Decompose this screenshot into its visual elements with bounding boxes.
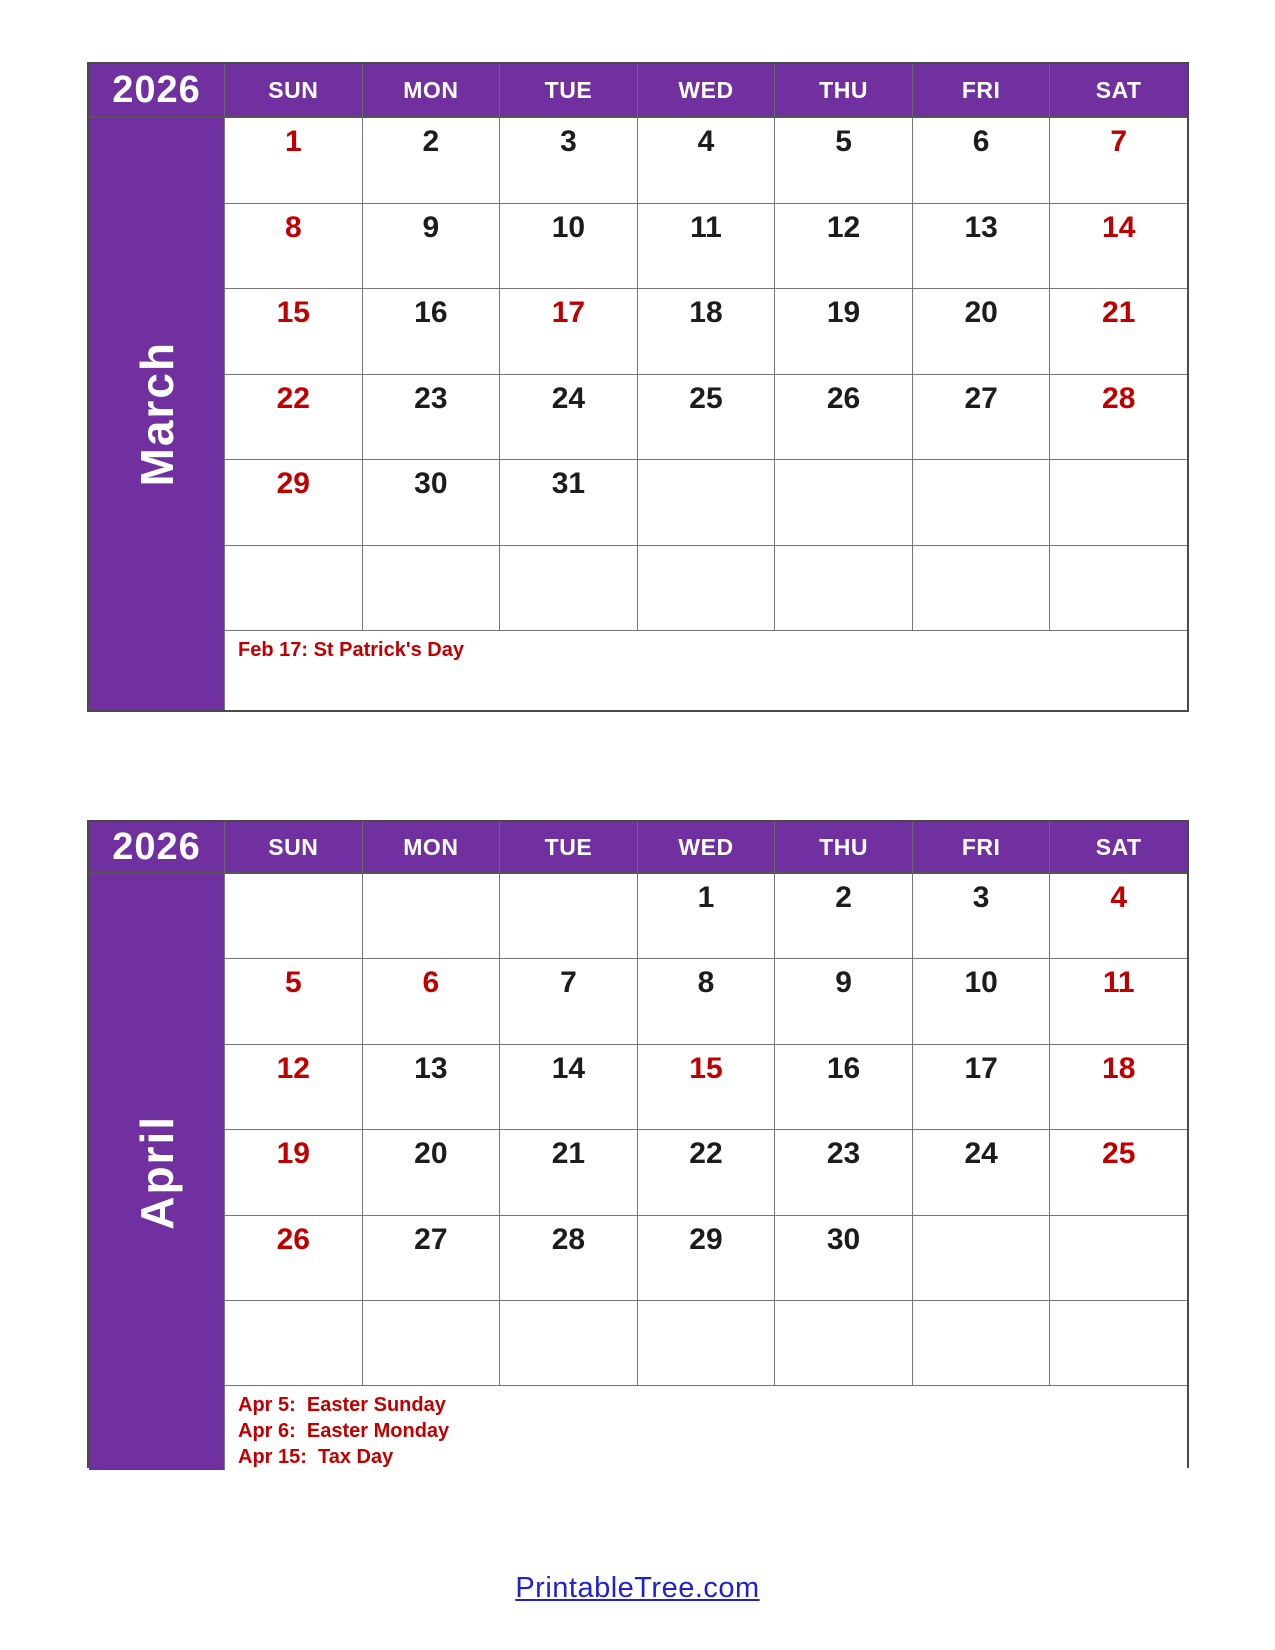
date-cell (224, 959, 362, 1044)
weekday-header-mon: MON (362, 64, 500, 118)
date-number: 11 (690, 210, 722, 244)
date-cell (912, 1216, 1050, 1301)
date-cell (362, 375, 500, 461)
date-number: 1 (284, 125, 302, 158)
date-number: 21 (551, 1137, 586, 1171)
date-number: 29 (689, 1222, 723, 1256)
date-number: 29 (276, 467, 310, 500)
date-cell (637, 460, 775, 546)
date-cell (224, 460, 362, 546)
weekday-header-thu: THU (774, 64, 912, 118)
date-number: 2 (422, 125, 440, 158)
date-cell (362, 118, 500, 204)
date-number: 24 (964, 1137, 998, 1171)
weekday-header-wed: WED (637, 822, 775, 874)
date-number: 9 (422, 210, 440, 244)
date-number: 15 (276, 296, 310, 329)
date-cell (912, 375, 1050, 461)
date-cell (224, 1045, 362, 1130)
date-cell (224, 289, 362, 375)
date-number: 26 (826, 381, 861, 415)
date-cell (1049, 1301, 1187, 1386)
date-number: 30 (414, 467, 448, 500)
date-cell (224, 1130, 362, 1215)
date-number: 10 (964, 966, 998, 1000)
date-cell (499, 289, 637, 375)
weekday-header-tue: TUE (499, 64, 637, 118)
date-cell (499, 118, 637, 204)
holiday-note: Feb 17: St Patrick's Day (238, 639, 464, 661)
date-cell (499, 1301, 637, 1386)
date-number: 18 (1102, 1051, 1136, 1085)
date-cell (224, 1301, 362, 1386)
date-cell (637, 204, 775, 290)
date-number: 14 (1102, 210, 1136, 244)
date-number: 27 (414, 1222, 448, 1256)
weekday-header-sun: SUN (224, 64, 362, 118)
date-cell (637, 1216, 775, 1301)
weekday-header-sat: SAT (1049, 822, 1187, 874)
date-cell (499, 375, 637, 461)
date-cell (362, 460, 500, 546)
date-cell (224, 118, 362, 204)
date-number: 4 (697, 125, 715, 158)
date-cell (499, 1216, 637, 1301)
date-cell (1049, 546, 1187, 632)
date-number: 14 (551, 1051, 586, 1085)
date-number: 4 (1110, 881, 1128, 914)
date-cell (637, 1130, 775, 1215)
date-number: 17 (551, 296, 586, 329)
holiday-note: Apr 5: Easter Sunday (238, 1394, 446, 1417)
date-cell (774, 1301, 912, 1386)
date-number: 20 (414, 1137, 448, 1171)
date-number: 25 (689, 381, 723, 415)
date-cell (362, 204, 500, 290)
weekday-header-row (224, 822, 1187, 874)
date-number: 19 (276, 1137, 310, 1171)
date-cell (912, 546, 1050, 632)
date-cell (224, 1216, 362, 1301)
weekday-header-mon: MON (362, 822, 500, 874)
date-cell (1049, 874, 1187, 959)
date-cell (1049, 460, 1187, 546)
date-number: 1 (697, 881, 715, 914)
weekday-header-tue: TUE (499, 822, 637, 874)
date-cell (224, 874, 362, 959)
date-number: 8 (284, 210, 302, 244)
weekday-header-sun: SUN (224, 822, 362, 874)
date-number: 6 (972, 125, 990, 158)
date-number: 15 (689, 1051, 723, 1085)
date-cell (362, 874, 500, 959)
date-cell (637, 118, 775, 204)
date-number: 26 (276, 1222, 310, 1256)
date-cell (1049, 375, 1187, 461)
date-number: 22 (276, 381, 310, 415)
date-number: 31 (551, 467, 586, 500)
date-cell (1049, 204, 1187, 290)
date-number: 8 (697, 966, 715, 1000)
date-cell (637, 289, 775, 375)
date-cell (637, 1045, 775, 1130)
date-cell (1049, 959, 1187, 1044)
date-cell (224, 204, 362, 290)
date-cell (362, 959, 500, 1044)
date-cell (912, 1130, 1050, 1215)
date-cell (499, 546, 637, 632)
date-grid (224, 118, 1187, 631)
date-number: 18 (689, 296, 723, 329)
date-cell (499, 874, 637, 959)
date-cell (912, 289, 1050, 375)
date-cell (774, 874, 912, 959)
weekday-header-row (224, 64, 1187, 118)
date-cell (362, 1045, 500, 1130)
date-cell (774, 1045, 912, 1130)
date-number: 13 (964, 210, 998, 244)
date-cell (912, 204, 1050, 290)
date-cell (912, 460, 1050, 546)
calendar-march-2026 (87, 62, 1189, 712)
date-number: 5 (835, 125, 852, 158)
month-band (89, 118, 224, 710)
month-label: April (130, 1114, 183, 1230)
date-cell (362, 1216, 500, 1301)
date-number: 3 (972, 881, 990, 914)
date-number: 5 (284, 966, 302, 1000)
date-cell (912, 118, 1050, 204)
footer (0, 1572, 1275, 1605)
date-cell (912, 1045, 1050, 1130)
holiday-note: Apr 15: Tax Day (238, 1446, 394, 1469)
date-cell (499, 460, 637, 546)
date-cell (637, 375, 775, 461)
month-band (89, 874, 224, 1470)
date-cell (362, 289, 500, 375)
date-number: 25 (1102, 1137, 1136, 1171)
date-number: 9 (835, 966, 852, 1000)
date-number: 30 (826, 1222, 861, 1256)
date-cell (1049, 1045, 1187, 1130)
date-cell (637, 546, 775, 632)
date-cell (637, 959, 775, 1044)
date-cell (774, 289, 912, 375)
date-cell (774, 1130, 912, 1215)
holiday-notes (224, 1386, 1187, 1470)
date-cell (1049, 1130, 1187, 1215)
date-cell (1049, 289, 1187, 375)
holiday-note: Apr 6: Easter Monday (238, 1420, 450, 1443)
date-number: 24 (551, 381, 586, 415)
date-number: 16 (414, 296, 448, 329)
weekday-header-fri: FRI (912, 64, 1050, 118)
date-cell (912, 959, 1050, 1044)
date-number: 10 (551, 210, 586, 244)
date-number: 7 (1110, 125, 1128, 158)
date-number: 28 (551, 1222, 586, 1256)
date-number: 28 (1102, 381, 1136, 415)
date-cell (774, 959, 912, 1044)
date-number: 23 (414, 381, 448, 415)
date-number: 6 (422, 966, 440, 1000)
footer-link[interactable]: PrintableTree.com (515, 1572, 760, 1604)
date-cell (774, 375, 912, 461)
date-cell (637, 1301, 775, 1386)
date-number: 20 (964, 296, 998, 329)
date-cell (774, 118, 912, 204)
date-cell (499, 204, 637, 290)
date-cell (224, 375, 362, 461)
date-cell (362, 546, 500, 632)
year-label: 2026 (89, 822, 224, 874)
weekday-header-thu: THU (774, 822, 912, 874)
date-cell (1049, 118, 1187, 204)
date-cell (774, 1216, 912, 1301)
month-label: March (130, 341, 183, 487)
date-number: 22 (689, 1137, 723, 1171)
weekday-header-wed: WED (637, 64, 775, 118)
date-cell (499, 959, 637, 1044)
weekday-header-sat: SAT (1049, 64, 1187, 118)
date-cell (499, 1045, 637, 1130)
date-cell (1049, 1216, 1187, 1301)
date-cell (912, 874, 1050, 959)
date-number: 16 (826, 1051, 861, 1085)
date-number: 7 (560, 966, 577, 1000)
date-number: 12 (276, 1051, 310, 1085)
holiday-notes (224, 631, 1187, 710)
date-cell (224, 546, 362, 632)
date-cell (362, 1130, 500, 1215)
date-cell (774, 546, 912, 632)
date-number: 11 (1102, 966, 1135, 1000)
date-number: 3 (560, 125, 577, 158)
date-cell (912, 1301, 1050, 1386)
date-grid (224, 874, 1187, 1386)
date-cell (499, 1130, 637, 1215)
date-cell (362, 1301, 500, 1386)
date-number: 17 (964, 1051, 998, 1085)
date-number: 23 (826, 1137, 861, 1171)
weekday-header-fri: FRI (912, 822, 1050, 874)
date-number: 2 (835, 881, 852, 914)
date-number: 13 (414, 1051, 448, 1085)
date-cell (637, 874, 775, 959)
date-number: 27 (964, 381, 998, 415)
date-cell (774, 204, 912, 290)
date-number: 19 (826, 296, 861, 329)
date-cell (774, 460, 912, 546)
year-label: 2026 (89, 64, 224, 118)
date-number: 21 (1102, 296, 1136, 329)
date-number: 12 (826, 210, 861, 244)
calendar-april-2026 (87, 820, 1189, 1468)
